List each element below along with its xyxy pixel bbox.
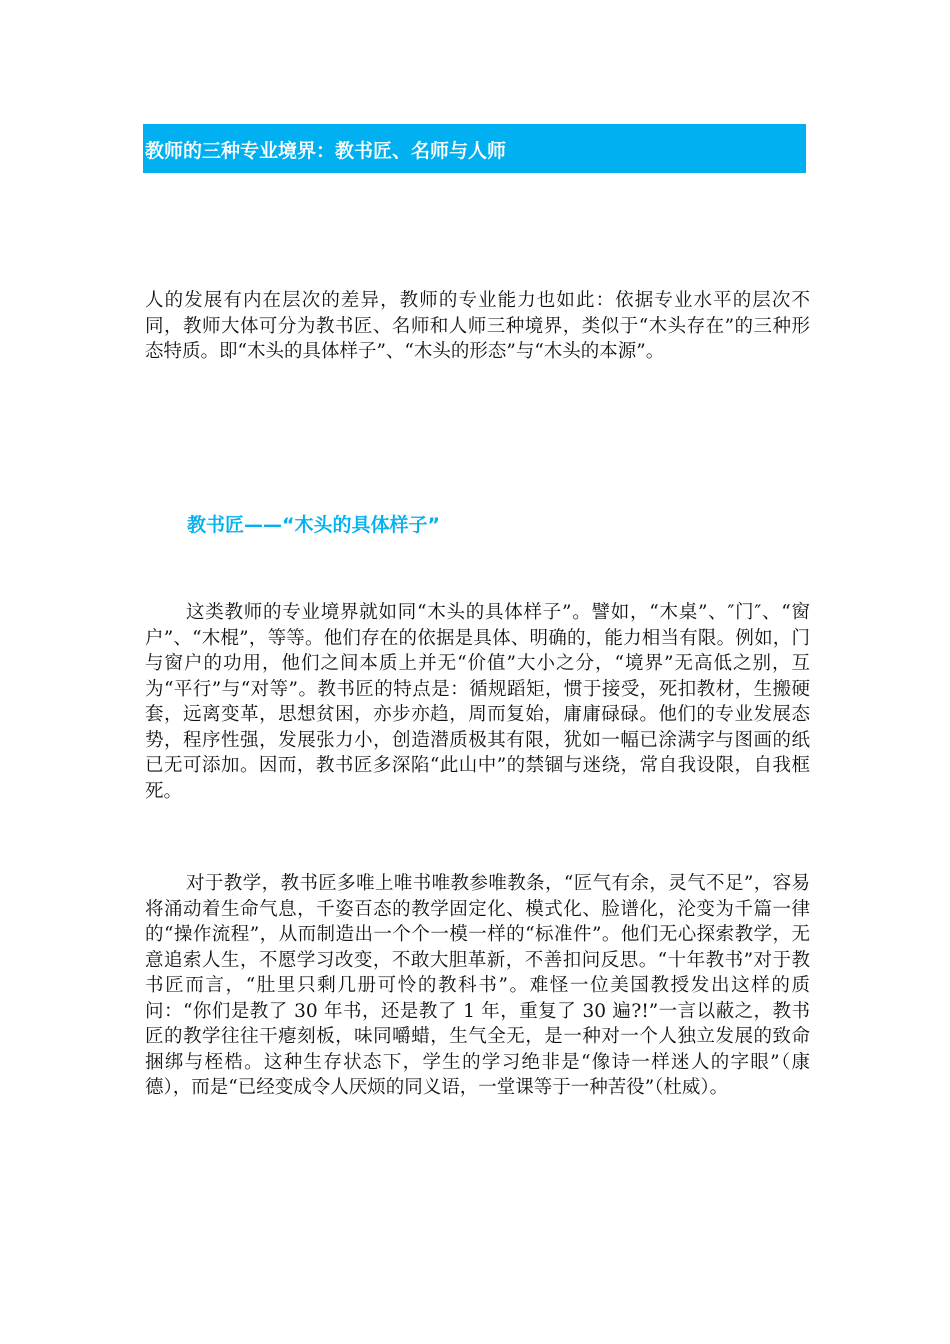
document-title: 教师的三种专业境界：教书匠、名师与人师 [145,140,507,162]
intro-paragraph: 人的发展有内在层次的差异，教师的专业能力也如此：依据专业水平的层次不同，教师大体可分为教书匠、名师和人师三种境界，类似于“木头存在”的三种形态特质。即“木头的具体样子”、“木头的形态”与“木头的本源”。 [145,290,810,362]
body-paragraph-2: 对于教学，教书匠多唯上唯书唯教参唯教条，“匠气有余，灵气不足”，容易将涌动着生命气息，千姿百态的教学固定化、模式化、脸谱化，沦变为千篇一律的“操作流程”，从而制造出一个个一模一样的“标准件”。他们无心探索教学，无意追索人生，不愿学习改变，不敢大胆革新，不善扣问反思。“十年教书”对于教书匠而言，“肚里只剩几册可怜的教科书”。难怪一位美国教授发出这样的质问：“你们是教了 30 年书，还是教了 1 年，重复了 30 遍?!”一言以蔽之，教书匠的教学往往干瘪刻板，味同嚼蜡，生气全无，是一种对一个人独立发展的致命捆绑与桎梏。这种生存状态下，学生的学习绝非是“像诗一样迷人的字眼”（康德），而是“已经变成令人厌烦的同义语，一堂课等于一种苦役”（杜威）。 [145,873,810,1098]
title-banner [143,124,806,173]
body-paragraph-1: 这类教师的专业境界就如同“木头的具体样子”。譬如，“木桌”、″门″、“窗户”、“木棍”，等等。他们存在的依据是具体、明确的，能力相当有限。例如，门与窗户的功用，他们之间本质上并无“价值”大小之分，“境界”无高低之别，互为“平行”与“对等”。教书匠的特点是：循规蹈矩，惯于接受，死扣教材，生搬硬套，远离变革，思想贫困，亦步亦趋，周而复始，庸庸碌碌。他们的专业发展态势，程序性强，发展张力小，创造潜质极其有限，犹如一幅已涂满字与图画的纸已无可添加。因而，教书匠多深陷“此山中”的禁锢与迷绕，常自我设限，自我框死。 [145,602,810,802]
section-heading: 教书匠——“木头的具体样子” [187,514,440,536]
